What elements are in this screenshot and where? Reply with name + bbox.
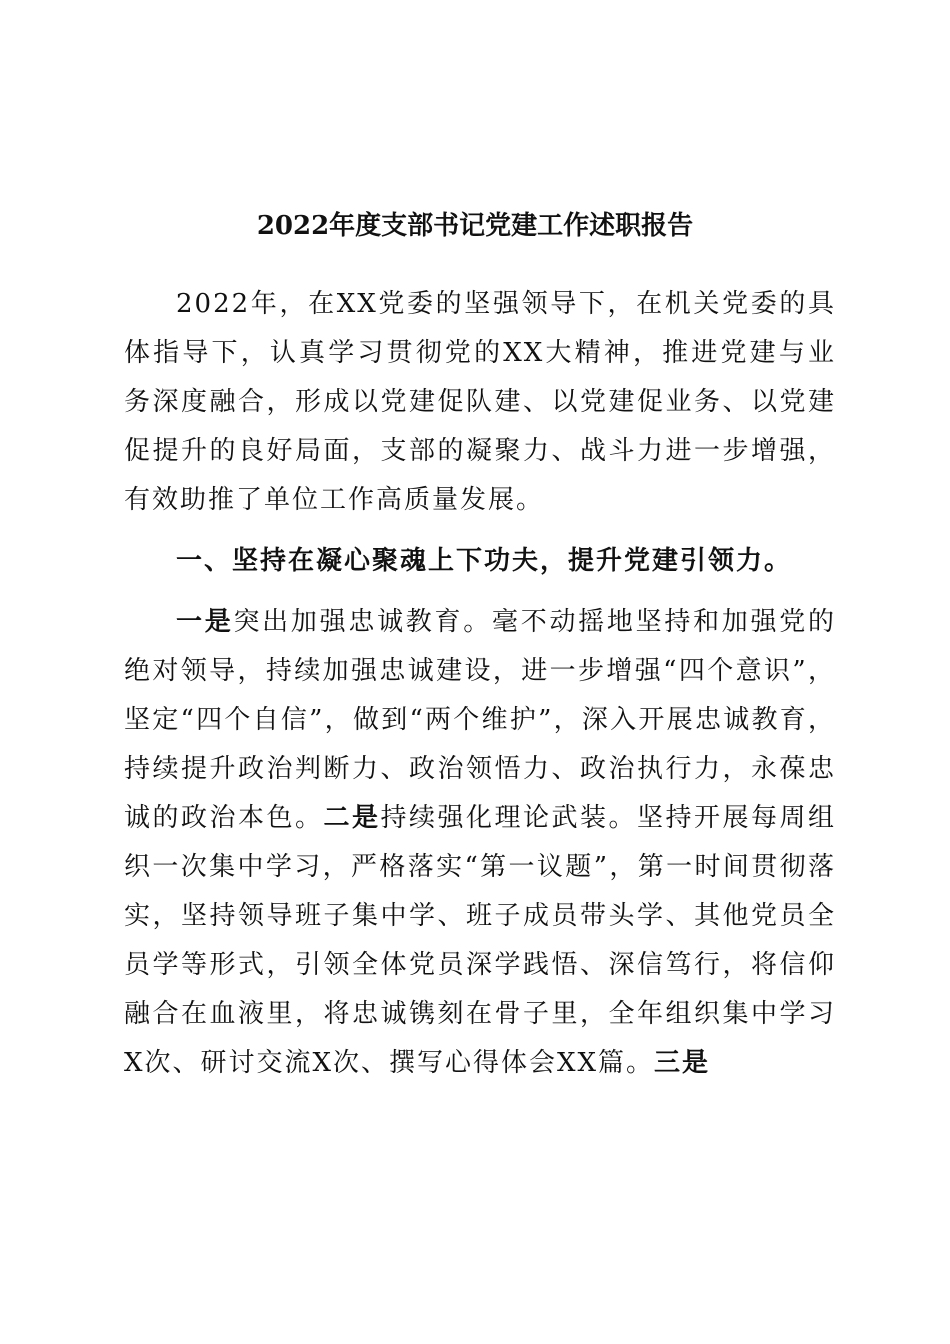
document-title: 2022年度支部书记党建工作述职报告 — [256, 211, 694, 241]
intro-paragraph: 2022年，在XX党委的坚强领导下，在机关党委的具体指导下，认真学习贯彻党的XX大精神，推进党建与业务深度融合，形成以党建促队建、以党建促业务、以党建促提升的良好局面，支部的凝聚力、战斗力进一步增强，有效助推了单位工作高质量发展。 — [124, 289, 836, 515]
item-lead-3: 三是 — [654, 1048, 711, 1078]
item-text-2: 持续强化理论武装。坚持开展每周组织一次集中学习，严格落实“第一议题”，第一时间贯彻落实，坚持领导班子集中学、班子成员带头学、其他党员全员学等形式，引领全体党员深学践悟、深信笃行，将信仰融合在血液里，将忠诚镌刻在骨子里，全年组织集中学习X次、研讨交流X次、撰写心得体会XX篇。 — [124, 803, 836, 1078]
document-body — [124, 280, 836, 1088]
item-text-1: 突出加强忠诚教育。毫不动摇地坚持和加强党的绝对领导，持续加强忠诚建设，进一步增强“四个意识”，坚定“四个自信”，做到“两个维护”，深入开展忠诚教育，持续提升政治判断力、政治领悟力、政治执行力，永葆忠诚的政治本色。 — [124, 607, 836, 833]
section-paragraph — [124, 598, 836, 1088]
item-lead-2: 二是 — [323, 803, 381, 833]
item-lead-1: 一是 — [176, 607, 234, 637]
section-heading: 一、坚持在凝心聚魂上下功夫，提升党建引领力。 — [176, 546, 793, 576]
